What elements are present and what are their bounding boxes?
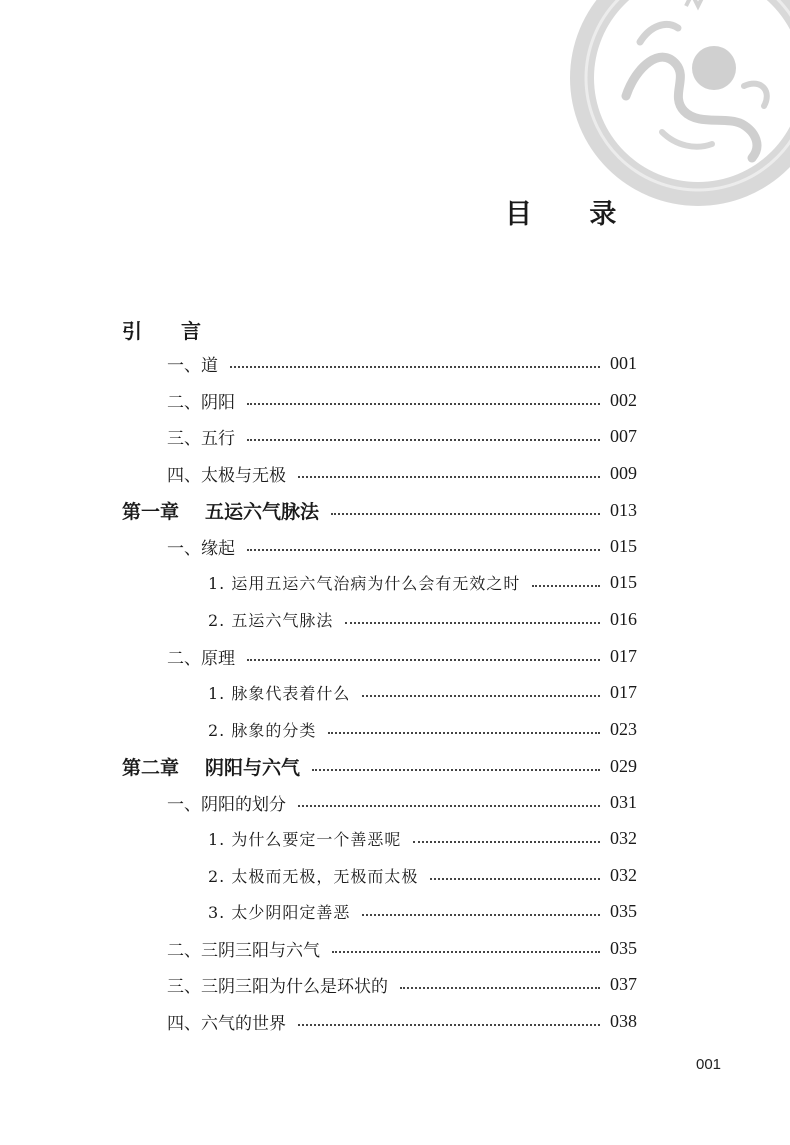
- toc-subentry[interactable]: [0, 569, 790, 595]
- toc-entry[interactable]: [0, 350, 790, 376]
- entry-page: 038: [610, 1010, 637, 1031]
- entry-label: 三、三阴三阳为什么是环状的: [167, 976, 388, 997]
- toc-subentry[interactable]: [0, 679, 790, 705]
- entry-label: 三、五行: [167, 428, 235, 449]
- entry-page: 016: [610, 608, 637, 629]
- entry-page: 032: [610, 864, 637, 885]
- dot-leader: [328, 732, 600, 734]
- toc-entry[interactable]: [0, 533, 790, 559]
- entry-page: 037: [610, 973, 637, 994]
- dot-leader: [298, 476, 600, 478]
- entry-page: 001: [610, 352, 637, 373]
- dot-leader: [413, 841, 600, 843]
- toc-subentry[interactable]: [0, 898, 790, 924]
- toc-entry[interactable]: [0, 971, 790, 997]
- entry-label: 二、阴阳: [167, 392, 235, 413]
- entry-page: 013: [610, 499, 637, 520]
- entry-page: 035: [610, 937, 637, 958]
- entry-label: 一、道: [167, 355, 218, 376]
- dot-leader: [247, 439, 600, 441]
- dot-leader: [430, 878, 600, 880]
- chapter-title: [122, 497, 319, 524]
- toc-entry[interactable]: [0, 460, 790, 486]
- dot-leader: [312, 769, 600, 771]
- toc-subentry[interactable]: [0, 825, 790, 851]
- dot-leader: [332, 951, 600, 953]
- entry-page: 035: [610, 900, 637, 921]
- dot-leader: [247, 549, 600, 551]
- dot-leader: [230, 366, 600, 368]
- entry-page: 023: [610, 718, 637, 739]
- entry-label: 3. 太少阴阳定善恶: [208, 902, 351, 922]
- toc-subentry[interactable]: [0, 606, 790, 632]
- entry-label: 1. 运用五运六气治病为什么会有无效之时: [208, 573, 521, 593]
- entry-page: 009: [610, 462, 637, 483]
- toc-subentry[interactable]: [0, 716, 790, 742]
- entry-label: 2. 太极而无极，无极而太极: [208, 866, 419, 886]
- entry-label: 一、阴阳的划分: [167, 794, 286, 815]
- chapter-name: 五运六气脉法: [205, 500, 320, 523]
- dot-leader: [532, 585, 600, 587]
- chapter-number: 第一章: [122, 500, 180, 523]
- toc-entry[interactable]: [0, 423, 790, 449]
- toc-chapter-2[interactable]: [0, 753, 790, 779]
- dot-leader: [362, 914, 600, 916]
- entry-page: 007: [610, 425, 637, 446]
- entry-label: 1. 脉象代表着什么: [208, 683, 351, 703]
- entry-label: 2. 五运六气脉法: [208, 610, 334, 630]
- entry-label: 四、六气的世界: [167, 1013, 286, 1034]
- toc-section-intro[interactable]: [0, 316, 790, 342]
- toc-chapter-1[interactable]: [0, 497, 790, 523]
- toc-entry[interactable]: [0, 643, 790, 669]
- chapter-number: 第二章: [122, 756, 180, 779]
- entry-page: 029: [610, 755, 637, 776]
- dot-leader: [345, 622, 600, 624]
- page-number: 001: [696, 1056, 722, 1073]
- entry-label: 二、原理: [167, 648, 235, 669]
- entry-label: 2. 脉象的分类: [208, 720, 317, 740]
- dot-leader: [247, 403, 600, 405]
- toc-entry[interactable]: [0, 387, 790, 413]
- dot-leader: [298, 1024, 600, 1026]
- dot-leader: [362, 695, 600, 697]
- entry-page: 032: [610, 827, 637, 848]
- entry-label: 二、三阴三阳与六气: [167, 940, 320, 961]
- entry-page: 017: [610, 681, 637, 702]
- entry-label: 1. 为什么要定一个善恶呢: [208, 829, 402, 849]
- dragon-seal-icon: [566, 0, 790, 210]
- entry-label: 四、太极与无极: [167, 465, 286, 486]
- entry-page: 017: [610, 645, 637, 666]
- entry-page: 002: [610, 389, 637, 410]
- entry-label: 一、缘起: [167, 538, 235, 559]
- chapter-title: [122, 753, 300, 780]
- dot-leader: [400, 987, 600, 989]
- toc-subentry[interactable]: [0, 862, 790, 888]
- entry-page: 015: [610, 571, 637, 592]
- section-title: 引 言: [122, 318, 217, 343]
- toc-entry[interactable]: [0, 935, 790, 961]
- toc-entry[interactable]: [0, 789, 790, 815]
- dot-leader: [247, 659, 600, 661]
- entry-page: 015: [610, 535, 637, 556]
- entry-page: 031: [610, 791, 637, 812]
- toc-entry[interactable]: [0, 1008, 790, 1034]
- chapter-name: 阴阳与六气: [205, 756, 301, 779]
- dot-leader: [298, 805, 600, 807]
- page-title: 目 录: [505, 199, 641, 230]
- dot-leader: [331, 513, 600, 515]
